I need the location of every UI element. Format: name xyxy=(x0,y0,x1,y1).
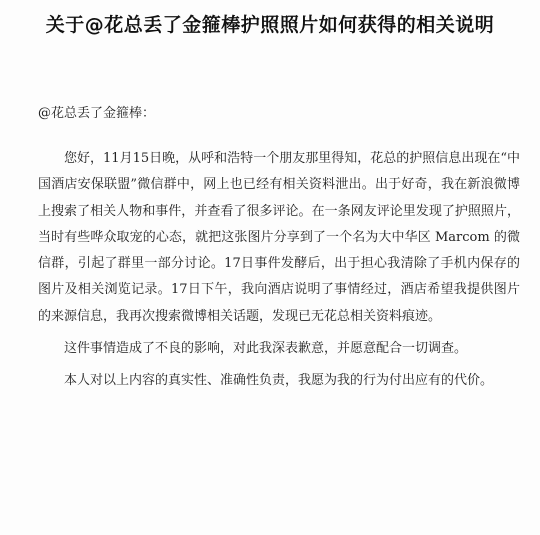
document-title: 关于@花总丢了金箍棒护照照片如何获得的相关说明 xyxy=(45,14,495,36)
document-body xyxy=(38,146,520,401)
salutation: @花总丢了金箍棒： xyxy=(38,106,156,121)
paragraph-responsibility: 本人对以上内容的真实性、准确性负责，我愿为我的行为付出应有的代价。 xyxy=(64,373,494,389)
paragraph-explanation: 您好，11月15日晚，从呼和浩特一个朋友那里得知，花总的护照信息出现在“中国酒店安保联盟”微信群中，网上也已经有相关资料泄出。出于好奇，我在新浪微博上搜索了相关人物和事件，并查看了很多评论。在一条网友评论里发现了护照照片，当时有些哗众取宠的心态，就把这张图片分享到了一个名为大中华区 Marcom 的微信群，引起了群里一部分讨论。17日事件发酵后，出于担心我清除了手机内保存的图片及相关浏览记录。17日下午，我向酒店说明了事情经过，酒店希望我提供图片的来源信息，我再次搜索微博相关话题，发现已无花总相关资料痕迹。 xyxy=(38,151,520,324)
paragraph-apology: 这件事情造成了不良的影响，对此我深表歉意，并愿意配合一切调查。 xyxy=(64,341,468,357)
